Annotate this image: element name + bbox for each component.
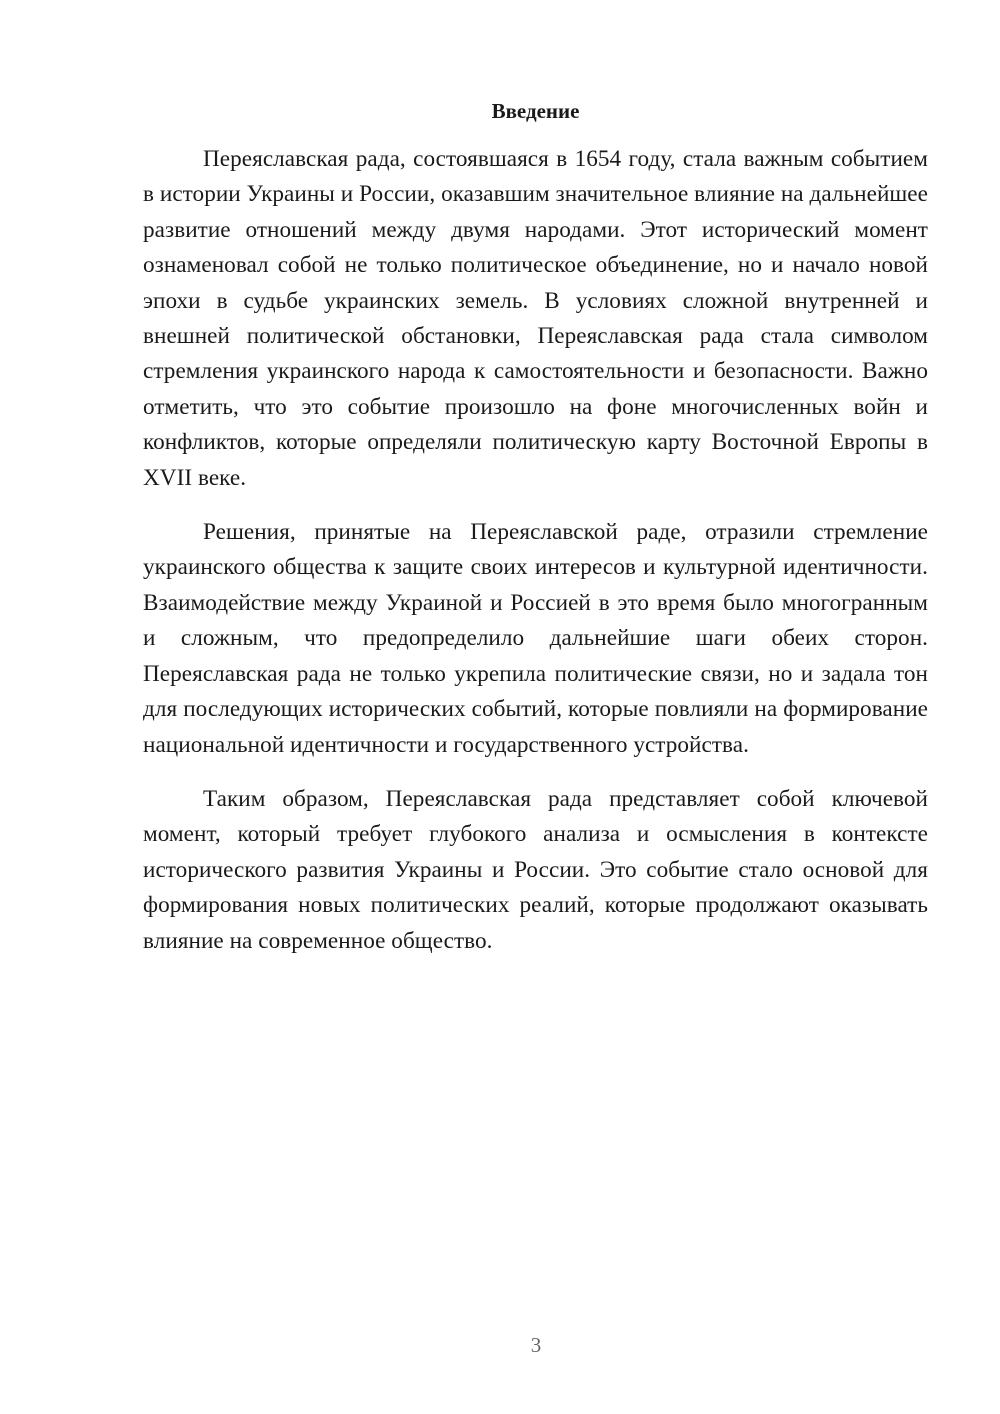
paragraph-1: Переяславская рада, состоявшаяся в 1654 году, стала важным событием в истории Украины и России, оказавшим значительное влияние на дальнейшее развитие отношений между двумя народами. Этот исторический момент ознаменовал собой не только политическое объединение, но и начало новой эпохи в судьбе украинских земель. В условиях сложной внутренней и внешней политической обстановки, Переяславская рада стала символом стремления украинского народа к самостоятельности и безопасности. Важно отметить, что это событие произошло на фоне многочисленных войн и конфликтов, которые определяли политическую карту Восточной Европы в XVII веке. — [143, 146, 928, 491]
paragraph-2: Решения, принятые на Переяславской раде, отразили стремление украинского общества к защите своих интересов и культурной идентичности. Взаимодействие между Украиной и Россией в это время было многогранным и сложным, что предопределило дальнейшие шаги обеих сторон. Переяславская рада не только укрепила политические связи, но и задала тон для последующих исторических событий, которые повлияли на формирование национальной идентичности и государственного устройства. — [143, 519, 928, 758]
paragraph-3: Таким образом, Переяславская рада представляет собой ключевой момент, который требует глубокого анализа и осмысления в контексте исторического развития Украины и России. Это событие стало основой для формирования новых политических реалий, которые продолжают оказывать влияние на современное общество. — [143, 785, 928, 954]
page-content — [143, 96, 928, 978]
page-number: 3 — [530, 1333, 542, 1357]
section-heading: Введение — [491, 99, 580, 123]
